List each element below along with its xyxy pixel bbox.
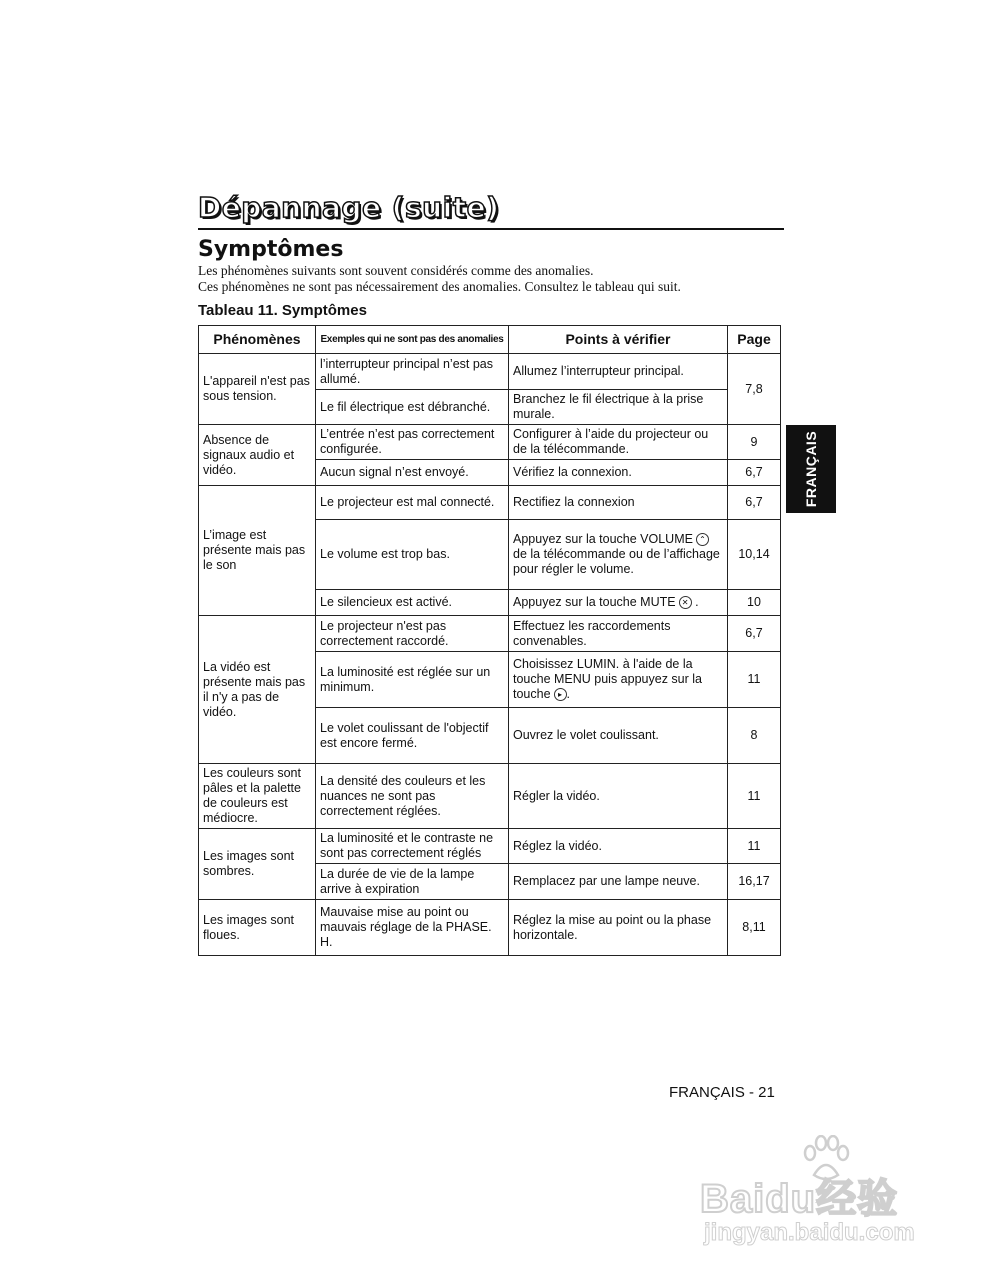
check-text: Appuyez sur la touche MUTE: [513, 595, 676, 609]
table-caption: Tableau 11. Symptômes: [198, 302, 367, 319]
page-cell: 11: [728, 829, 781, 864]
check-cell: Ouvrez le volet coulissant.: [509, 708, 728, 764]
phenomenon-cell: La vidéo est présente mais pas il n'y a pas de vidéo.: [199, 616, 316, 764]
page-cell: 6,7: [728, 460, 781, 486]
example-cell: Le volume est trop bas.: [316, 520, 509, 590]
check-cell: Effectuez les raccordements convenables.: [509, 616, 728, 652]
page-cell: 11: [728, 652, 781, 708]
example-cell: Le projecteur n'est pas correctement raccordé.: [316, 616, 509, 652]
page-cell: 9: [728, 425, 781, 460]
check-cell: Remplacez par une lampe neuve.: [509, 864, 728, 900]
check-cell: Régler la vidéo.: [509, 764, 728, 829]
check-cell: [509, 652, 728, 708]
symptoms-table: [198, 325, 781, 956]
check-cell: Réglez la vidéo.: [509, 829, 728, 864]
table-row: [199, 829, 781, 864]
check-text: Appuyez sur la touche VOLUME: [513, 532, 693, 546]
phenomenon-cell: L’image est présente mais pas le son: [199, 486, 316, 616]
check-text: .: [566, 687, 571, 701]
example-cell: La luminosité est réglée sur un minimum.: [316, 652, 509, 708]
check-cell: [509, 590, 728, 616]
table-row: [199, 616, 781, 652]
page-cell: 10: [728, 590, 781, 616]
watermark-url: jingyan.baidu.com: [704, 1219, 915, 1246]
page-cell: 6,7: [728, 486, 781, 520]
example-cell: l’interrupteur principal n’est pas allumé.: [316, 354, 509, 390]
phenomenon-cell: Les images sont floues.: [199, 900, 316, 956]
page-cell: 10,14: [728, 520, 781, 590]
page-cell: 8,11: [728, 900, 781, 956]
phenomenon-cell: Les images sont sombres.: [199, 829, 316, 900]
page-cell: 16,17: [728, 864, 781, 900]
intro-text: [198, 263, 798, 295]
page-footer: FRANÇAIS - 21: [669, 1084, 775, 1101]
page-cell: 7,8: [728, 354, 781, 425]
intro-line-1: Les phénomènes suivants sont souvent considérés comme des anomalies.: [198, 263, 594, 278]
phenomenon-cell: Absence de signaux audio et vidéo.: [199, 425, 316, 486]
table-row: [199, 486, 781, 520]
table-row: [199, 764, 781, 829]
mute-icon: ✕: [679, 596, 692, 609]
phenomenon-cell: Les couleurs sont pâles et la palette de couleurs est médiocre.: [199, 764, 316, 829]
section-title: Symptômes: [198, 237, 344, 262]
check-cell: Allumez l’interrupteur principal.: [509, 354, 728, 390]
table-row: [199, 354, 781, 390]
example-cell: Mauvaise mise au point ou mauvais réglage de la PHASE. H.: [316, 900, 509, 956]
page-cell: 6,7: [728, 616, 781, 652]
title-rule: [198, 228, 784, 230]
page-title: Dépannage (suite): [198, 191, 500, 224]
language-side-tab: [786, 425, 836, 513]
check-cell: [509, 520, 728, 590]
phenomenon-cell: L'appareil n'est pas sous tension.: [199, 354, 316, 425]
check-cell: Branchez le fil électrique à la prise murale.: [509, 390, 728, 425]
check-cell: Configurer à l’aide du projecteur ou de la télécommande.: [509, 425, 728, 460]
table-header-row: [199, 326, 781, 354]
page-cell: 11: [728, 764, 781, 829]
volume-up-icon: ⌃: [696, 533, 709, 546]
check-text: de la télécommande ou de l’affichage pour régler le volume.: [513, 547, 720, 576]
example-cell: La luminosité et le contraste ne sont pas correctement réglés: [316, 829, 509, 864]
header-exemples: Exemples qui ne sont pas des anomalies: [316, 326, 509, 354]
example-cell: La durée de vie de la lampe arrive à expiration: [316, 864, 509, 900]
check-cell: Rectifiez la connexion: [509, 486, 728, 520]
example-cell: Le volet coulissant de l'objectif est encore fermé.: [316, 708, 509, 764]
header-page: Page: [728, 326, 781, 354]
watermark: [700, 1135, 940, 1260]
arrow-right-icon: ▸: [554, 688, 567, 701]
example-cell: Le projecteur est mal connecté.: [316, 486, 509, 520]
intro-line-2: Ces phénomènes ne sont pas nécessairement des anomalies. Consultez le tableau qui suit.: [198, 279, 681, 294]
check-cell: Vérifiez la connexion.: [509, 460, 728, 486]
header-phenomenes: Phénomènes: [199, 326, 316, 354]
example-cell: Le silencieux est activé.: [316, 590, 509, 616]
side-tab-label: FRANÇAIS: [803, 430, 819, 508]
example-cell: Aucun signal n’est envoyé.: [316, 460, 509, 486]
example-cell: L’entrée n’est pas correctement configurée.: [316, 425, 509, 460]
check-cell: Réglez la mise au point ou la phase horizontale.: [509, 900, 728, 956]
check-text: Choisissez LUMIN. à l'aide de la touche MENU puis appuyez sur la touche: [513, 657, 702, 701]
table-row: [199, 425, 781, 460]
check-text: .: [695, 595, 699, 609]
example-cell: Le fil électrique est débranché.: [316, 390, 509, 425]
watermark-brand: Baidu经验: [700, 1177, 899, 1221]
page-cell: 8: [728, 708, 781, 764]
header-points: Points à vérifier: [509, 326, 728, 354]
table-row: [199, 900, 781, 956]
example-cell: La densité des couleurs et les nuances ne sont pas correctement réglées.: [316, 764, 509, 829]
